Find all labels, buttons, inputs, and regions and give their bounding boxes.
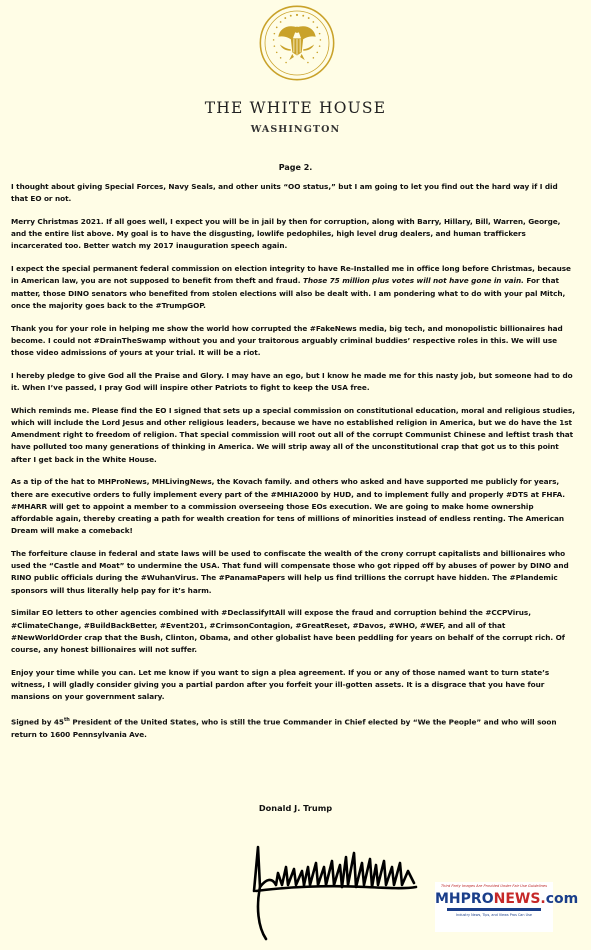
paragraph: The forfeiture clause in federal and state laws will be used to confiscate the wealth of the crony corrupt capitalists and billionaires who used the “Castle and Moat” to undermine the USA. That fund will compensate those who got ripped off by abuses of power by DINO and RINO public officials during the #WuhanVirus. The #PanamaPapers will help us find trillions the corrupt have hidden. The #Plandemic sponsors will thus literally help pay for it’s harm. bbox=[11, 549, 569, 595]
logo-subline: Industry News, Tips, and Views Pros Can Use bbox=[456, 913, 532, 917]
logo-underline bbox=[447, 908, 541, 911]
mhpronews-logo: MHPRONEWS.com bbox=[435, 891, 579, 907]
signature-name: Donald J. Trump bbox=[258, 803, 333, 813]
presidential-seal-icon bbox=[258, 4, 336, 82]
paragraph: I hereby pledge to give God all the Praise and Glory. I may have an ego, but I know he made me for this nasty job, but someone had to do it. When I’ve passed, I pray God will inspire other Patriots to fight to keep the USA free. bbox=[11, 370, 573, 393]
handwritten-signature-icon bbox=[246, 827, 426, 945]
paragraph bbox=[11, 714, 576, 741]
paragraph-text: President of the United States, who is still the true Commander in Chief elected by “We the People” and who will soon return to 1600 Pennsylvania Ave. bbox=[11, 717, 557, 739]
letterhead-city: WASHINGTON bbox=[250, 124, 341, 135]
paragraph-italic-text: Those 75 million plus votes will not have gone in vain. bbox=[302, 276, 524, 286]
paragraph: Thank you for your role in helping me show the world how corrupted the #FakeNews media, big tech, and monopolistic billionaires had become. I could not #DrainTheSwamp without you and your traitorous arguably criminal buddies’ respective roles in this. We will use those video admissions of yours at your trial. It will be a riot. bbox=[11, 323, 563, 358]
paragraph: Enjoy your time while you can. Let me know if you want to sign a plea agreement. If you or any of those named want to turn state’s witness, I will gladly consider giving you a partial pardon after you forfeit your ill-gotten assets. It is a disgrace that you have four mansions on your government salary. bbox=[11, 667, 550, 702]
letter-body bbox=[11, 181, 576, 751]
mhpronews-badge bbox=[435, 882, 579, 932]
paragraph: Merry Christmas 2021. If all goes well, I expect you will be in jail by then for corruption, along with Barry, Hillary, Bill, Warren, George, and the entire list above. My goal is to have the disgusting, lowlife pedophiles, high level drug dealers, and human traffickers incarcerated too. Better watch my 2017 inauguration speech again. bbox=[11, 217, 561, 251]
ordinal-suffix: th bbox=[63, 717, 70, 724]
letterhead-title: THE WHITE HOUSE bbox=[204, 99, 387, 117]
paragraph-text: Signed by 45 bbox=[11, 717, 64, 727]
paragraph bbox=[11, 263, 576, 312]
paragraph: Which reminds me. Please find the EO I signed that sets up a special commission on constitutional education, moral and religious studies, which will include the Lord Jesus and other religious leaders, because we have no established religion in America, but we do have the 1st Amendment right to freedom of religion. That special commission will root out all of the corrupt Communist Chinese and leftist trash that have polluted too many generations of thinking in America. We will strip away all of the unconstitutional crap that got us to this point after I get back in the White House. bbox=[11, 405, 575, 464]
paragraph: As a tip of the hat to MHProNews, MHLivingNews, the Kovach family. and others who asked and have supported me publicly for years, there are executive orders to fully implement every part of the #MHIA2000 by HUD, and to implement fully and properly #DTS at FHFA. #MHARR will get to appoint a member to a commission overseeing those EOs execution. We are going to make home ownership affordable again, thereby creating a path for wealth creation for tens of millions of minorities instead of endless renting. The American Dream will make a comeback! bbox=[11, 477, 566, 536]
page-number: Page 2. bbox=[278, 163, 313, 172]
paragraph-text: For that matter, those DINO senators who benefited from stolen elections will also be dealt with. I am pondering what to do with your pal Mitch, once the majority goes back to the #TrumpGOP. bbox=[11, 276, 566, 310]
paragraph-text: I expect the special permanent federal commission on election integrity to have Re-Installed me in office long before Christmas, because in American law, you are not supposed to benefit from theft and fraud. bbox=[11, 264, 571, 286]
fair-use-tagline: Third Party Images Are Provided Under Fair Use Guidelines bbox=[440, 884, 547, 888]
paragraph: I thought about giving Special Forces, Navy Seals, and other units “OO status,” but I am going to let you find out the hard way if I did that EO or not. bbox=[11, 182, 558, 204]
paragraph: Similar EO letters to other agencies combined with #DeclassifyItAll will expose the fraud and corruption behind the #CCPVirus, #ClimateChange, #BuildBackBetter, #Event201, #CrimsonContagion, #GreatReset, #Davos, #WHO, #WEF, and all of that #NewWorldOrder crap that the Bush, Clinton, Obama, and other globalist have been peddling for years on behalf of the corrupt rich. Of course, any honest billionaires will not suffer. bbox=[11, 608, 565, 655]
